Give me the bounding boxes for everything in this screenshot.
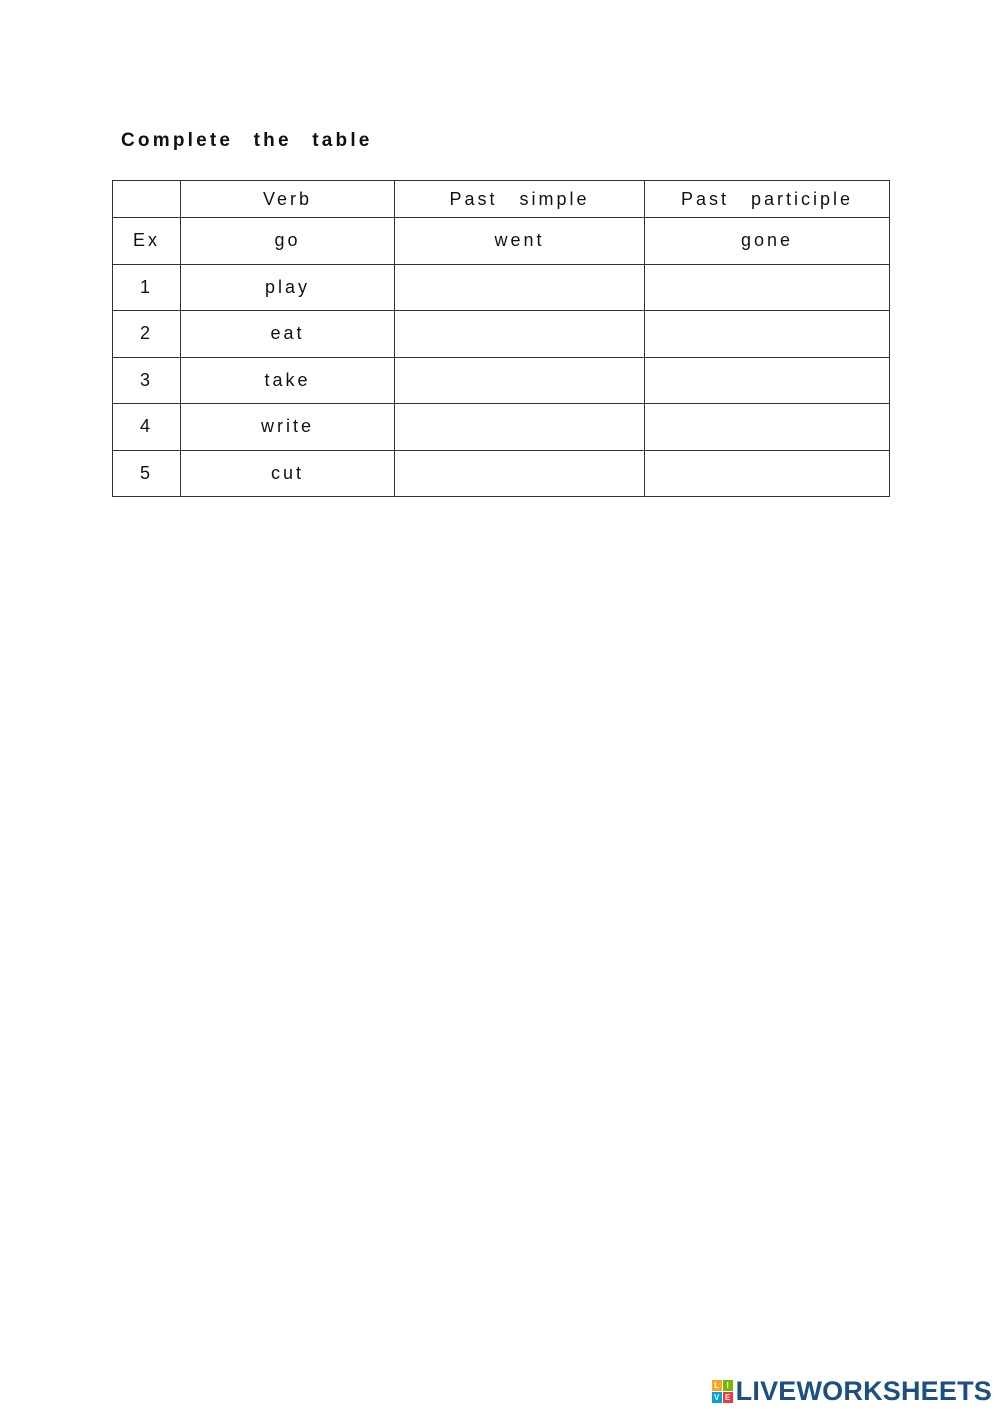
- row-label: 4: [113, 404, 181, 451]
- logo-mark-letter: I: [723, 1380, 733, 1391]
- header-cell-past-simple: Past simple: [395, 181, 645, 218]
- past-participle-input[interactable]: [645, 451, 889, 497]
- verb-cell: take: [181, 357, 395, 404]
- past-participle-cell: [645, 264, 890, 311]
- past-simple-input[interactable]: [395, 358, 644, 404]
- past-simple-input[interactable]: [395, 311, 644, 357]
- verb-cell: write: [181, 404, 395, 451]
- row-label: Ex: [113, 218, 181, 265]
- past-simple-input[interactable]: [395, 451, 644, 497]
- header-cell-verb: Verb: [181, 181, 395, 218]
- table-row: [113, 450, 890, 497]
- verb-table: [112, 180, 890, 497]
- past-simple-cell: [395, 264, 645, 311]
- past-simple-cell: [395, 311, 645, 358]
- logo-text: LIVEWORKSHEETS: [735, 1376, 992, 1406]
- logo-mark-icon: [712, 1380, 733, 1403]
- past-participle-cell: [645, 450, 890, 497]
- header-row: [113, 181, 890, 218]
- past-simple-cell: [395, 404, 645, 451]
- verb-cell: go: [181, 218, 395, 265]
- logo-mark-letter: V: [712, 1392, 722, 1403]
- table-row: [113, 357, 890, 404]
- past-participle-cell: [645, 357, 890, 404]
- row-label: 2: [113, 311, 181, 358]
- row-label: 5: [113, 450, 181, 497]
- header-cell-past-participle: Past participle: [645, 181, 890, 218]
- past-participle-input[interactable]: [645, 311, 889, 357]
- past-participle-input[interactable]: [645, 404, 889, 450]
- table-row: [113, 264, 890, 311]
- verb-cell: eat: [181, 311, 395, 358]
- past-participle-input[interactable]: [645, 265, 889, 311]
- past-participle-cell: [645, 311, 890, 358]
- table-row: [113, 311, 890, 358]
- table-row: [113, 404, 890, 451]
- logo-mark-letter: L: [712, 1380, 722, 1391]
- table-row: [113, 218, 890, 265]
- header-cell-corner: [113, 181, 181, 218]
- past-simple-cell: went: [395, 218, 645, 265]
- row-label: 3: [113, 357, 181, 404]
- past-simple-input[interactable]: [395, 404, 644, 450]
- past-participle-input[interactable]: [645, 358, 889, 404]
- verb-cell: cut: [181, 450, 395, 497]
- past-simple-cell: [395, 450, 645, 497]
- past-participle-cell: gone: [645, 218, 890, 265]
- page-title: Complete the table: [121, 130, 373, 151]
- row-label: 1: [113, 264, 181, 311]
- past-participle-cell: [645, 404, 890, 451]
- past-simple-input[interactable]: [395, 265, 644, 311]
- liveworksheets-logo: [712, 1376, 992, 1407]
- past-simple-cell: [395, 357, 645, 404]
- logo-mark-letter: E: [723, 1392, 733, 1403]
- verb-cell: play: [181, 264, 395, 311]
